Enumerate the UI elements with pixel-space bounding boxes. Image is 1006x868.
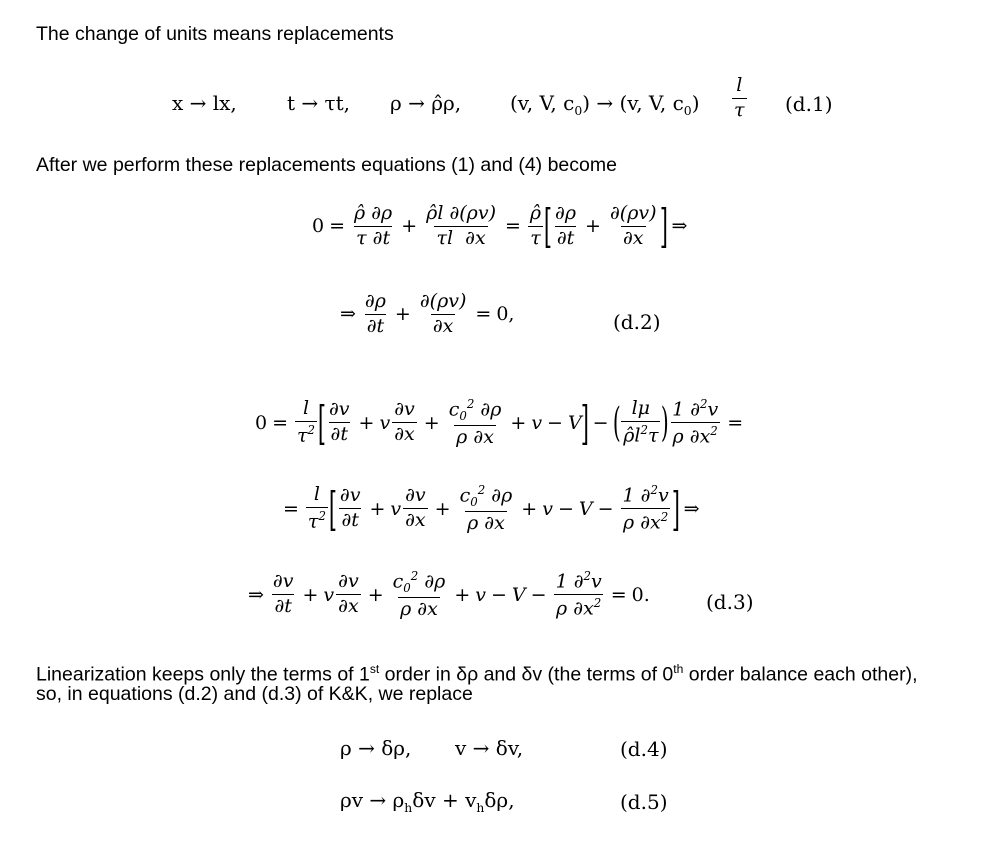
linearize-v: v → δv, bbox=[455, 736, 524, 760]
momentum-eq-line1: 0 = $\frac{l}{\tau^2}$ [ $\frac{\partial v}{\partial t}$ + v $\frac{\partial v}{\partial x}$ + $\frac{c_0^2 \partial\rho}{\rho \partial x}$ + v − V ] − ( $\frac{l\mu}{\rhôl^2\tau}$ ) $\frac{1 \partial^2v}{\rho \partial x^2}$ = bbox=[255, 395, 744, 450]
after-text: After we perform these replacements equations (1) and (4) become bbox=[36, 154, 617, 176]
replacement-x: x → lx, bbox=[172, 91, 237, 115]
linearize-rhov: $\rho v \to \rho_h\delta v + v_h\delta\rho$, bbox=[340, 788, 515, 815]
linearization-text-line1: Linearization keeps only the terms of 1st order in δρ and δv (the terms of 0th order balance each other), bbox=[36, 662, 918, 686]
tag-d5: (d.5) bbox=[620, 790, 668, 814]
linearize-rho: ρ → δρ, bbox=[340, 736, 412, 760]
replacement-t: t → τt, bbox=[287, 91, 350, 115]
tag-d2: (d.2) bbox=[613, 310, 661, 334]
linearization-text-line2: so, in equations (d.2) and (d.3) of K&K, we replace bbox=[36, 683, 473, 705]
momentum-eq-line3: ⇒ $\frac{\partial v}{\partial t}$ + v $\frac{\partial v}{\partial x}$ + $\frac{c_0^2 \partial\rho}{\rho \partial x}$ + v − V − $\frac{1 \partial^2v}{\rho \partial x^2}$ = 0. bbox=[248, 569, 650, 620]
continuity-eq-line1: 0 = $\frac{\rhô \partial\rho}{\tau \partial t}$ + $\frac{\rhôl \partial(\rho v)}{\tau l \partial x}$ = $\frac{\rhô}{\tau}$ [ $\frac{\partial\rho}{\partial t}$ + $\frac{\partial(\rho v)}{\partial x}$ ] ⇒ bbox=[312, 199, 688, 253]
tag-d3: (d.3) bbox=[706, 590, 754, 614]
tag-d4: (d.4) bbox=[620, 737, 668, 761]
continuity-eq-line2: ⇒ $\frac{\partial\rho}{\partial t}$ + $\frac{\partial(\rho v)}{\partial x}$ = 0, bbox=[340, 290, 515, 337]
tag-d1: (d.1) bbox=[785, 92, 833, 116]
replacement-velocities: (v, V, $c_0) \to (v$, V, $c_0$) bbox=[510, 91, 700, 118]
intro-text: The change of units means replacements bbox=[36, 23, 394, 45]
velocity-scale-fraction: $\frac{l}{\tau}$ bbox=[734, 74, 745, 121]
replacement-rho: ρ → ρ̂ρ, bbox=[390, 91, 462, 115]
momentum-eq-line2: = $\frac{l}{\tau^2}$ [ $\frac{\partial v}{\partial t}$ + v $\frac{\partial v}{\partial x}$ + $\frac{c_0^2 \partial\rho}{\rho \partial x}$ + v − V − $\frac{1 \partial^2v}{\rho \partial x^2}$ ] ⇒ bbox=[283, 481, 700, 536]
